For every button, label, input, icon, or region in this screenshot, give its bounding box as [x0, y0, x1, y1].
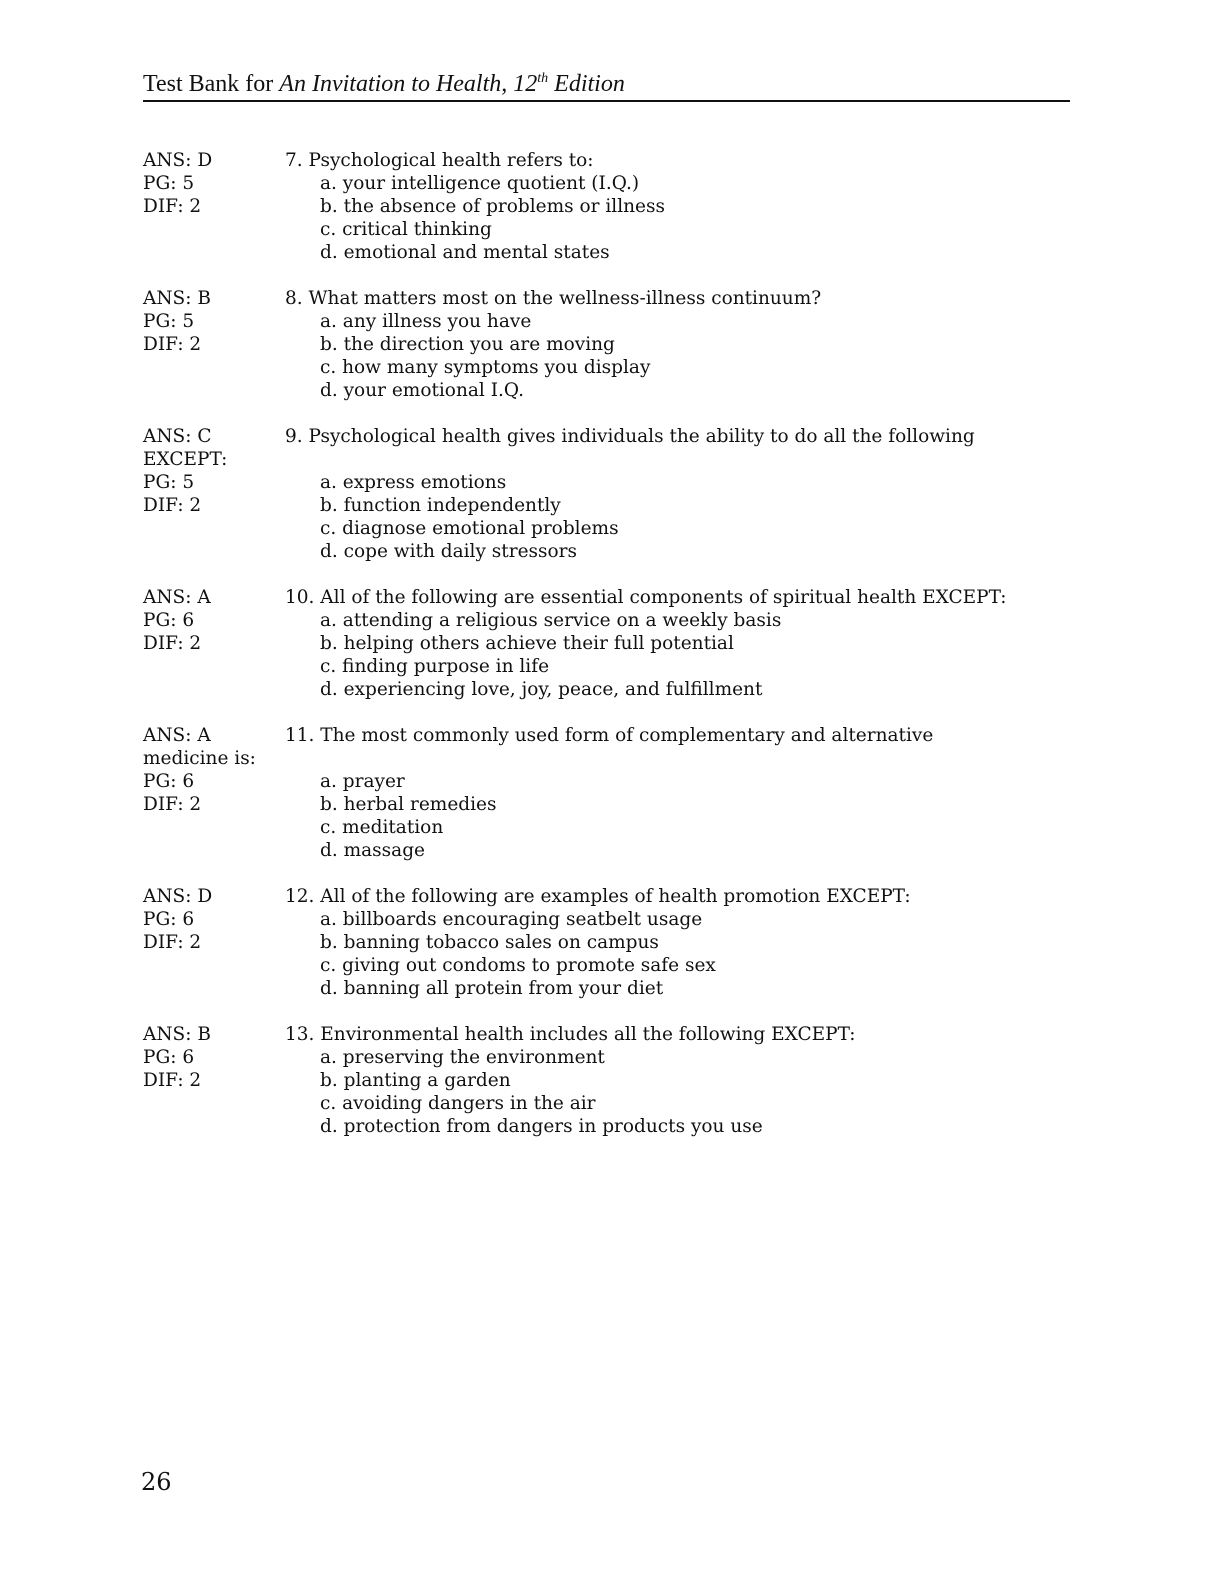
difficulty: DIF: 2	[143, 196, 202, 217]
option-b: b. the absence of problems or illness	[320, 196, 665, 217]
page-header	[143, 70, 1070, 102]
option-d: d. experiencing love, joy, peace, and fulfillment	[320, 679, 763, 700]
option-a: a. express emotions	[320, 472, 507, 493]
option-b: b. banning tobacco sales on campus	[320, 932, 659, 953]
page-number: 26	[141, 1468, 172, 1496]
option-list	[320, 310, 650, 402]
question-text: 13. Environmental health includes all the following EXCEPT:	[285, 1024, 856, 1045]
option-c: c. meditation	[320, 817, 444, 838]
option-a: a. attending a religious service on a weekly basis	[320, 610, 782, 631]
header-book-title: An Invitation to Health, 12	[279, 71, 538, 97]
option-d: d. cope with daily stressors	[320, 541, 577, 562]
option-list	[320, 172, 665, 264]
option-d: d. emotional and mental states	[320, 242, 610, 263]
answer-key: ANS: D	[143, 886, 213, 907]
question-text: 8. What matters most on the wellness-illness continuum?	[285, 288, 822, 309]
question-text: 7. Psychological health refers to:	[285, 150, 594, 171]
header-prefix: Test Bank for	[143, 71, 280, 97]
answer-meta	[143, 586, 283, 655]
question-text: 10. All of the following are essential components of spiritual health EXCEPT:	[285, 587, 1007, 608]
option-b: b. the direction you are moving	[320, 334, 615, 355]
option-a: a. your intelligence quotient (I.Q.)	[320, 173, 640, 194]
option-a: a. billboards encouraging seatbelt usage	[320, 909, 703, 930]
answer-meta	[143, 1023, 283, 1092]
difficulty: DIF: 2	[143, 633, 202, 654]
question-block	[143, 885, 1083, 1023]
question-block	[143, 1023, 1083, 1161]
option-a: a. prayer	[320, 771, 405, 792]
answer-meta	[143, 724, 283, 816]
option-list	[320, 770, 496, 862]
option-c: c. diagnose emotional problems	[320, 518, 619, 539]
answer-meta	[143, 287, 283, 356]
answer-key: ANS: B	[143, 288, 211, 309]
difficulty: DIF: 2	[143, 1070, 202, 1091]
option-d: d. protection from dangers in products you use	[320, 1116, 763, 1137]
question-overflow-text: medicine is:	[143, 748, 256, 769]
option-list	[320, 471, 619, 563]
difficulty: DIF: 2	[143, 794, 202, 815]
answer-meta	[143, 149, 283, 218]
option-b: b. herbal remedies	[320, 794, 497, 815]
answer-key: ANS: A	[143, 725, 211, 746]
question-block	[143, 586, 1083, 724]
option-c: c. giving out condoms to promote safe sex	[320, 955, 716, 976]
question-block	[143, 287, 1083, 425]
page-ref: PG: 6	[143, 610, 195, 631]
question-block	[143, 149, 1083, 287]
answer-key: ANS: A	[143, 587, 211, 608]
question-text: 11. The most commonly used form of complementary and alternative	[285, 725, 934, 746]
option-c: c. critical thinking	[320, 219, 492, 240]
answer-key: ANS: C	[143, 426, 212, 447]
option-d: d. massage	[320, 840, 425, 861]
page-ref: PG: 6	[143, 909, 195, 930]
question-list	[143, 149, 1083, 1161]
option-b: b. function independently	[320, 495, 561, 516]
answer-key: ANS: B	[143, 1024, 211, 1045]
question-block	[143, 724, 1083, 885]
page-ref: PG: 5	[143, 173, 195, 194]
option-list	[320, 609, 781, 701]
answer-meta	[143, 425, 283, 517]
difficulty: DIF: 2	[143, 334, 202, 355]
question-text: 9. Psychological health gives individuals the ability to do all the following	[285, 426, 975, 447]
page-ref: PG: 6	[143, 771, 195, 792]
difficulty: DIF: 2	[143, 932, 202, 953]
page-ref: PG: 5	[143, 311, 195, 332]
option-d: d. banning all protein from your diet	[320, 978, 664, 999]
option-b: b. planting a garden	[320, 1070, 511, 1091]
header-edition-sup: th	[537, 71, 549, 86]
option-c: c. how many symptoms you display	[320, 357, 651, 378]
header-edition-label: Edition	[548, 71, 625, 97]
option-list	[320, 1046, 763, 1138]
difficulty: DIF: 2	[143, 495, 202, 516]
question-block	[143, 425, 1083, 586]
option-a: a. any illness you have	[320, 311, 532, 332]
option-d: d. your emotional I.Q.	[320, 380, 525, 401]
option-b: b. helping others achieve their full potential	[320, 633, 734, 654]
option-c: c. finding purpose in life	[320, 656, 550, 677]
question-text: 12. All of the following are examples of health promotion EXCEPT:	[285, 886, 911, 907]
page-ref: PG: 6	[143, 1047, 195, 1068]
answer-key: ANS: D	[143, 150, 213, 171]
question-overflow-text: EXCEPT:	[143, 449, 228, 470]
page-ref: PG: 5	[143, 472, 195, 493]
option-c: c. avoiding dangers in the air	[320, 1093, 596, 1114]
option-list	[320, 908, 716, 1000]
option-a: a. preserving the environment	[320, 1047, 605, 1068]
answer-meta	[143, 885, 283, 954]
